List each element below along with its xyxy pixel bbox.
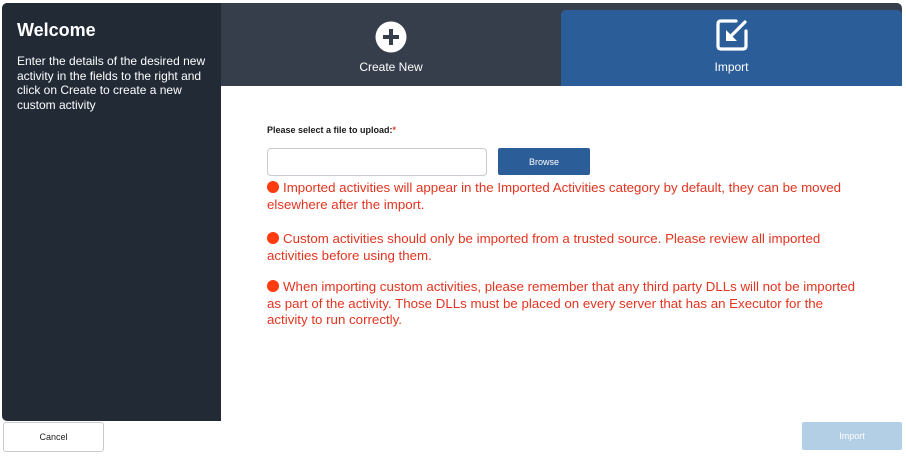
sidebar-title: Welcome xyxy=(17,20,96,40)
tab-import-label: Import xyxy=(714,60,749,74)
import-note-dlls xyxy=(267,279,867,329)
note-text: Imported activities will appear in the Imported Activities category by default, they can be moved elsewhere after the import. xyxy=(267,180,842,212)
file-path-input[interactable] xyxy=(267,148,487,176)
tab-create-new-label: Create New xyxy=(359,60,423,74)
import-button[interactable]: Import xyxy=(802,422,902,450)
bullet-icon xyxy=(267,181,279,193)
tab-import[interactable] xyxy=(561,10,902,86)
import-note-category xyxy=(267,180,867,213)
file-upload-label-text: Please select a file to upload: xyxy=(267,125,393,135)
import-note-trusted-source xyxy=(267,231,867,264)
import-arrow-icon xyxy=(714,17,750,58)
browse-button[interactable]: Browse xyxy=(498,148,590,175)
tab-create-new[interactable] xyxy=(221,3,561,86)
plus-circle-icon xyxy=(375,21,407,58)
bullet-icon xyxy=(267,280,279,292)
note-text: When importing custom activities, please remember that any third party DLLs will not be imported as part of the activity. Those DLLs must be placed on every server that has an Executor for the activity to run correctly. xyxy=(267,279,856,327)
required-marker: * xyxy=(392,125,397,135)
sidebar-description: Enter the details of the desired new activity in the fields to the right and click on Create to create a new custom activity xyxy=(17,54,206,112)
import-panel xyxy=(221,86,902,421)
note-text: Custom activities should only be imported from a trusted source. Please review all imported activities before using them. xyxy=(267,231,821,263)
cancel-button[interactable]: Cancel xyxy=(3,422,104,452)
file-upload-label xyxy=(267,125,396,135)
mode-tabs xyxy=(221,3,902,86)
bullet-icon xyxy=(267,232,279,244)
welcome-sidebar xyxy=(2,3,221,421)
